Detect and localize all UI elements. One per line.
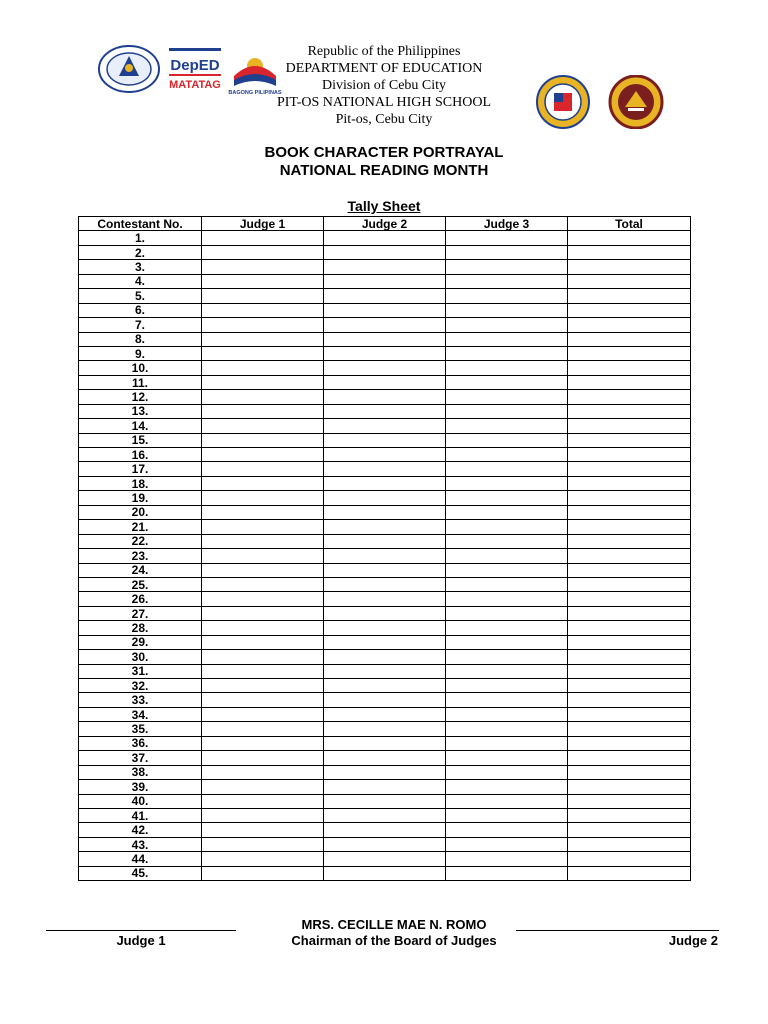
- judge-3-score-cell[interactable]: [446, 794, 568, 808]
- judge-2-score-cell[interactable]: [324, 794, 446, 808]
- contestant-number-cell: 18.: [79, 476, 202, 490]
- contestant-number-cell: 35.: [79, 722, 202, 736]
- tally-table: [78, 216, 691, 881]
- judge-3-score-cell[interactable]: [446, 664, 568, 678]
- judge-2-score-cell[interactable]: [324, 520, 446, 534]
- contestant-number-cell: 13.: [79, 404, 202, 418]
- total-score-cell[interactable]: [568, 751, 691, 765]
- contestant-number-cell: 10.: [79, 361, 202, 375]
- judge-3-score-cell[interactable]: [446, 693, 568, 707]
- contestant-number-cell: 6.: [79, 303, 202, 317]
- contestant-number-cell: 17.: [79, 462, 202, 476]
- judge-2-score-cell[interactable]: [324, 346, 446, 360]
- contestant-number-cell: 34.: [79, 707, 202, 721]
- judge-2-score-cell[interactable]: [324, 693, 446, 707]
- contestant-number-cell: 42.: [79, 823, 202, 837]
- table-row: [79, 808, 691, 822]
- total-score-cell[interactable]: [568, 650, 691, 664]
- judge-2-score-cell[interactable]: [324, 621, 446, 635]
- total-score-cell[interactable]: [568, 592, 691, 606]
- judge-1-score-cell[interactable]: [202, 650, 324, 664]
- judge-3-score-cell[interactable]: [446, 346, 568, 360]
- total-score-cell[interactable]: [568, 823, 691, 837]
- signature-line-judge-1: [46, 930, 236, 931]
- total-score-cell[interactable]: [568, 289, 691, 303]
- tally-sheet-title: Tally Sheet: [347, 198, 421, 214]
- contestant-number-cell: 32.: [79, 679, 202, 693]
- table-row: [79, 621, 691, 635]
- column-header-contestant: Contestant No.: [79, 217, 202, 231]
- total-score-cell[interactable]: [568, 635, 691, 649]
- judge-2-score-cell[interactable]: [324, 289, 446, 303]
- judge-1-score-cell[interactable]: [202, 707, 324, 721]
- table-row: [79, 462, 691, 476]
- chairman-name: MRS. CECILLE MAE N. ROMO: [301, 917, 487, 932]
- column-header-total: Total: [568, 217, 691, 231]
- judge-3-score-cell[interactable]: [446, 390, 568, 404]
- judge-2-score-cell[interactable]: [324, 318, 446, 332]
- total-score-cell[interactable]: [568, 260, 691, 274]
- letterhead-division: Division of Cebu City: [321, 78, 447, 93]
- contestant-number-cell: 26.: [79, 592, 202, 606]
- table-row: [79, 260, 691, 274]
- judge-2-score-cell[interactable]: [324, 635, 446, 649]
- signature-label-judge-2: Judge 2: [668, 933, 718, 948]
- letterhead-department: DEPARTMENT OF EDUCATION: [285, 61, 483, 76]
- judge-1-score-cell[interactable]: [202, 606, 324, 620]
- total-score-cell[interactable]: [568, 679, 691, 693]
- document-subtitle: NATIONAL READING MONTH: [279, 162, 489, 179]
- judge-1-score-cell[interactable]: [202, 289, 324, 303]
- judge-3-score-cell[interactable]: [446, 419, 568, 433]
- total-score-cell[interactable]: [568, 332, 691, 346]
- judge-1-score-cell[interactable]: [202, 852, 324, 866]
- contestant-number-cell: 15.: [79, 433, 202, 447]
- judge-1-score-cell[interactable]: [202, 462, 324, 476]
- table-row: [79, 505, 691, 519]
- total-score-cell[interactable]: [568, 794, 691, 808]
- contestant-number-cell: 40.: [79, 794, 202, 808]
- table-row: [79, 837, 691, 851]
- judge-1-score-cell[interactable]: [202, 505, 324, 519]
- judge-1-score-cell[interactable]: [202, 419, 324, 433]
- table-row: [79, 245, 691, 259]
- table-row: [79, 303, 691, 317]
- judge-3-score-cell[interactable]: [446, 563, 568, 577]
- judge-1-score-cell[interactable]: [202, 592, 324, 606]
- table-row: [79, 765, 691, 779]
- judge-2-score-cell[interactable]: [324, 866, 446, 880]
- contestant-number-cell: 22.: [79, 534, 202, 548]
- judge-3-score-cell[interactable]: [446, 332, 568, 346]
- total-score-cell[interactable]: [568, 462, 691, 476]
- judge-2-score-cell[interactable]: [324, 534, 446, 548]
- judge-3-score-cell[interactable]: [446, 433, 568, 447]
- contestant-number-cell: 12.: [79, 390, 202, 404]
- table-header-row: [79, 217, 691, 231]
- total-score-cell[interactable]: [568, 346, 691, 360]
- table-row: [79, 592, 691, 606]
- total-score-cell[interactable]: [568, 375, 691, 389]
- judge-1-score-cell[interactable]: [202, 274, 324, 288]
- total-score-cell[interactable]: [568, 491, 691, 505]
- judge-1-score-cell[interactable]: [202, 794, 324, 808]
- judge-2-score-cell[interactable]: [324, 664, 446, 678]
- judge-2-score-cell[interactable]: [324, 245, 446, 259]
- judge-3-score-cell[interactable]: [446, 808, 568, 822]
- judge-1-score-cell[interactable]: [202, 664, 324, 678]
- total-score-cell[interactable]: [568, 404, 691, 418]
- judge-2-score-cell[interactable]: [324, 823, 446, 837]
- total-score-cell[interactable]: [568, 693, 691, 707]
- table-row: [79, 650, 691, 664]
- judge-3-score-cell[interactable]: [446, 534, 568, 548]
- table-row: [79, 635, 691, 649]
- judge-2-score-cell[interactable]: [324, 231, 446, 245]
- judge-2-score-cell[interactable]: [324, 780, 446, 794]
- table-row: [79, 375, 691, 389]
- table-row: [79, 491, 691, 505]
- judge-3-score-cell[interactable]: [446, 679, 568, 693]
- table-row: [79, 346, 691, 360]
- total-score-cell[interactable]: [568, 448, 691, 462]
- judge-2-score-cell[interactable]: [324, 303, 446, 317]
- judge-1-score-cell[interactable]: [202, 866, 324, 880]
- contestant-number-cell: 29.: [79, 635, 202, 649]
- column-header-judge-3: Judge 3: [446, 217, 568, 231]
- table-row: [79, 794, 691, 808]
- judge-3-score-cell[interactable]: [446, 274, 568, 288]
- judge-2-score-cell[interactable]: [324, 808, 446, 822]
- judge-1-score-cell[interactable]: [202, 260, 324, 274]
- judge-3-score-cell[interactable]: [446, 318, 568, 332]
- table-row: [79, 274, 691, 288]
- judge-1-score-cell[interactable]: [202, 693, 324, 707]
- table-row: [79, 448, 691, 462]
- judge-3-score-cell[interactable]: [446, 765, 568, 779]
- contestant-number-cell: 25.: [79, 577, 202, 591]
- judge-1-score-cell[interactable]: [202, 577, 324, 591]
- table-row: [79, 852, 691, 866]
- judge-3-score-cell[interactable]: [446, 491, 568, 505]
- judge-3-score-cell[interactable]: [446, 736, 568, 750]
- chairman-label: Chairman of the Board of Judges: [291, 933, 497, 948]
- contestant-number-cell: 44.: [79, 852, 202, 866]
- total-score-cell[interactable]: [568, 606, 691, 620]
- judge-3-score-cell[interactable]: [446, 707, 568, 721]
- judge-2-score-cell[interactable]: [324, 448, 446, 462]
- judge-2-score-cell[interactable]: [324, 549, 446, 563]
- judge-2-score-cell[interactable]: [324, 577, 446, 591]
- judge-2-score-cell[interactable]: [324, 679, 446, 693]
- svg-text:BAGONG PILIPINAS: BAGONG PILIPINAS: [228, 90, 282, 96]
- judge-1-score-cell[interactable]: [202, 303, 324, 317]
- judge-1-score-cell[interactable]: [202, 476, 324, 490]
- judge-1-score-cell[interactable]: [202, 722, 324, 736]
- total-score-cell[interactable]: [568, 419, 691, 433]
- judge-2-score-cell[interactable]: [324, 505, 446, 519]
- letterhead-school: PIT-OS NATIONAL HIGH SCHOOL: [276, 95, 492, 110]
- contestant-number-cell: 19.: [79, 491, 202, 505]
- contestant-number-cell: 4.: [79, 274, 202, 288]
- contestant-number-cell: 21.: [79, 520, 202, 534]
- table-row: [79, 866, 691, 880]
- table-row: [79, 404, 691, 418]
- judge-2-score-cell[interactable]: [324, 419, 446, 433]
- total-score-cell[interactable]: [568, 534, 691, 548]
- table-row: [79, 707, 691, 721]
- table-row: [79, 751, 691, 765]
- total-score-cell[interactable]: [568, 852, 691, 866]
- total-score-cell[interactable]: [568, 476, 691, 490]
- judge-3-score-cell[interactable]: [446, 780, 568, 794]
- table-row: [79, 563, 691, 577]
- signature-line-judge-2: [516, 930, 719, 931]
- total-score-cell[interactable]: [568, 866, 691, 880]
- judge-1-score-cell[interactable]: [202, 780, 324, 794]
- judge-3-score-cell[interactable]: [446, 476, 568, 490]
- judge-1-score-cell[interactable]: [202, 823, 324, 837]
- table-row: [79, 722, 691, 736]
- judge-2-score-cell[interactable]: [324, 592, 446, 606]
- contestant-number-cell: 28.: [79, 621, 202, 635]
- judge-2-score-cell[interactable]: [324, 332, 446, 346]
- total-score-cell[interactable]: [568, 577, 691, 591]
- total-score-cell[interactable]: [568, 231, 691, 245]
- judge-1-score-cell[interactable]: [202, 361, 324, 375]
- table-row: [79, 419, 691, 433]
- table-row: [79, 231, 691, 245]
- judge-1-score-cell[interactable]: [202, 404, 324, 418]
- judge-3-score-cell[interactable]: [446, 751, 568, 765]
- judge-2-score-cell[interactable]: [324, 837, 446, 851]
- judge-1-score-cell[interactable]: [202, 433, 324, 447]
- judge-1-score-cell[interactable]: [202, 563, 324, 577]
- judge-2-score-cell[interactable]: [324, 404, 446, 418]
- svg-text:MATATAG: MATATAG: [169, 79, 221, 91]
- contestant-number-cell: 43.: [79, 837, 202, 851]
- table-body: [79, 231, 691, 881]
- total-score-cell[interactable]: [568, 765, 691, 779]
- judge-2-score-cell[interactable]: [324, 462, 446, 476]
- judge-1-score-cell[interactable]: [202, 534, 324, 548]
- contestant-number-cell: 20.: [79, 505, 202, 519]
- contestant-number-cell: 8.: [79, 332, 202, 346]
- table-row: [79, 549, 691, 563]
- table-row: [79, 332, 691, 346]
- judge-2-score-cell[interactable]: [324, 563, 446, 577]
- judge-2-score-cell[interactable]: [324, 274, 446, 288]
- column-header-judge-1: Judge 1: [202, 217, 324, 231]
- contestant-number-cell: 31.: [79, 664, 202, 678]
- total-score-cell[interactable]: [568, 707, 691, 721]
- judge-2-score-cell[interactable]: [324, 260, 446, 274]
- judge-3-score-cell[interactable]: [446, 577, 568, 591]
- total-score-cell[interactable]: [568, 505, 691, 519]
- svg-text:DepED: DepED: [170, 57, 220, 74]
- judge-1-score-cell[interactable]: [202, 332, 324, 346]
- table-row: [79, 780, 691, 794]
- judge-2-score-cell[interactable]: [324, 751, 446, 765]
- judge-3-score-cell[interactable]: [446, 621, 568, 635]
- judge-2-score-cell[interactable]: [324, 765, 446, 779]
- judge-3-score-cell[interactable]: [446, 549, 568, 563]
- table-row: [79, 476, 691, 490]
- contestant-number-cell: 33.: [79, 693, 202, 707]
- total-score-cell[interactable]: [568, 390, 691, 404]
- total-score-cell[interactable]: [568, 780, 691, 794]
- judge-3-score-cell[interactable]: [446, 606, 568, 620]
- judge-3-score-cell[interactable]: [446, 635, 568, 649]
- table-row: [79, 361, 691, 375]
- judge-1-score-cell[interactable]: [202, 375, 324, 389]
- judge-1-score-cell[interactable]: [202, 318, 324, 332]
- column-header-judge-2: Judge 2: [324, 217, 446, 231]
- judge-2-score-cell[interactable]: [324, 722, 446, 736]
- total-score-cell[interactable]: [568, 303, 691, 317]
- total-score-cell[interactable]: [568, 361, 691, 375]
- contestant-number-cell: 23.: [79, 549, 202, 563]
- total-score-cell[interactable]: [568, 664, 691, 678]
- judge-3-score-cell[interactable]: [446, 866, 568, 880]
- total-score-cell[interactable]: [568, 722, 691, 736]
- judge-3-score-cell[interactable]: [446, 404, 568, 418]
- judge-2-score-cell[interactable]: [324, 650, 446, 664]
- contestant-number-cell: 41.: [79, 808, 202, 822]
- contestant-number-cell: 30.: [79, 650, 202, 664]
- contestant-number-cell: 14.: [79, 419, 202, 433]
- contestant-number-cell: 3.: [79, 260, 202, 274]
- judge-1-score-cell[interactable]: [202, 765, 324, 779]
- table-row: [79, 606, 691, 620]
- table-row: [79, 390, 691, 404]
- contestant-number-cell: 38.: [79, 765, 202, 779]
- contestant-number-cell: 37.: [79, 751, 202, 765]
- judge-1-score-cell[interactable]: [202, 549, 324, 563]
- judge-1-score-cell[interactable]: [202, 245, 324, 259]
- contestant-number-cell: 7.: [79, 318, 202, 332]
- judge-3-score-cell[interactable]: [446, 520, 568, 534]
- judge-1-score-cell[interactable]: [202, 736, 324, 750]
- judge-3-score-cell[interactable]: [446, 592, 568, 606]
- contestant-number-cell: 45.: [79, 866, 202, 880]
- judge-3-score-cell[interactable]: [446, 448, 568, 462]
- total-score-cell[interactable]: [568, 808, 691, 822]
- total-score-cell[interactable]: [568, 736, 691, 750]
- letterhead-address: Pit-os, Cebu City: [335, 112, 433, 127]
- letterhead-republic: Republic of the Philippines: [307, 44, 461, 59]
- judge-1-score-cell[interactable]: [202, 346, 324, 360]
- letterhead: [0, 43, 768, 128]
- judge-1-score-cell[interactable]: [202, 837, 324, 851]
- table-row: [79, 289, 691, 303]
- table-row: [79, 679, 691, 693]
- judge-2-score-cell[interactable]: [324, 375, 446, 389]
- total-score-cell[interactable]: [568, 245, 691, 259]
- table-row: [79, 823, 691, 837]
- judge-1-score-cell[interactable]: [202, 751, 324, 765]
- judge-2-score-cell[interactable]: [324, 736, 446, 750]
- judge-2-score-cell[interactable]: [324, 433, 446, 447]
- judge-3-score-cell[interactable]: [446, 260, 568, 274]
- judge-3-score-cell[interactable]: [446, 375, 568, 389]
- table-row: [79, 577, 691, 591]
- judge-1-score-cell[interactable]: [202, 448, 324, 462]
- judge-3-score-cell[interactable]: [446, 852, 568, 866]
- judge-1-score-cell[interactable]: [202, 621, 324, 635]
- judge-2-score-cell[interactable]: [324, 707, 446, 721]
- judge-2-score-cell[interactable]: [324, 476, 446, 490]
- contestant-number-cell: 2.: [79, 245, 202, 259]
- table-row: [79, 318, 691, 332]
- table-row: [79, 534, 691, 548]
- table-row: [79, 693, 691, 707]
- total-score-cell[interactable]: [568, 318, 691, 332]
- document-title: BOOK CHARACTER PORTRAYAL: [264, 144, 504, 161]
- judge-3-score-cell[interactable]: [446, 650, 568, 664]
- judge-3-score-cell[interactable]: [446, 823, 568, 837]
- contestant-number-cell: 39.: [79, 780, 202, 794]
- judge-1-score-cell[interactable]: [202, 808, 324, 822]
- total-score-cell[interactable]: [568, 621, 691, 635]
- total-score-cell[interactable]: [568, 433, 691, 447]
- judge-3-score-cell[interactable]: [446, 505, 568, 519]
- judge-3-score-cell[interactable]: [446, 245, 568, 259]
- signature-label-judge-1: Judge 1: [116, 933, 166, 948]
- judge-1-score-cell[interactable]: [202, 231, 324, 245]
- total-score-cell[interactable]: [568, 274, 691, 288]
- judge-3-score-cell[interactable]: [446, 303, 568, 317]
- contestant-number-cell: 5.: [79, 289, 202, 303]
- judge-3-score-cell[interactable]: [446, 837, 568, 851]
- table-row: [79, 736, 691, 750]
- total-score-cell[interactable]: [568, 520, 691, 534]
- judge-1-score-cell[interactable]: [202, 390, 324, 404]
- judge-3-score-cell[interactable]: [446, 462, 568, 476]
- judge-2-score-cell[interactable]: [324, 361, 446, 375]
- contestant-number-cell: 9.: [79, 346, 202, 360]
- total-score-cell[interactable]: [568, 837, 691, 851]
- judge-3-score-cell[interactable]: [446, 361, 568, 375]
- judge-3-score-cell[interactable]: [446, 289, 568, 303]
- contestant-number-cell: 11.: [79, 375, 202, 389]
- judge-1-score-cell[interactable]: [202, 679, 324, 693]
- table-row: [79, 433, 691, 447]
- judge-1-score-cell[interactable]: [202, 491, 324, 505]
- judge-3-score-cell[interactable]: [446, 231, 568, 245]
- table-row: [79, 520, 691, 534]
- total-score-cell[interactable]: [568, 549, 691, 563]
- total-score-cell[interactable]: [568, 563, 691, 577]
- judge-2-score-cell[interactable]: [324, 852, 446, 866]
- judge-2-score-cell[interactable]: [324, 606, 446, 620]
- judge-1-score-cell[interactable]: [202, 635, 324, 649]
- judge-1-score-cell[interactable]: [202, 520, 324, 534]
- contestant-number-cell: 24.: [79, 563, 202, 577]
- table-row: [79, 664, 691, 678]
- judge-2-score-cell[interactable]: [324, 491, 446, 505]
- contestant-number-cell: 27.: [79, 606, 202, 620]
- contestant-number-cell: 36.: [79, 736, 202, 750]
- contestant-number-cell: 16.: [79, 448, 202, 462]
- judge-3-score-cell[interactable]: [446, 722, 568, 736]
- judge-2-score-cell[interactable]: [324, 390, 446, 404]
- contestant-number-cell: 1.: [79, 231, 202, 245]
